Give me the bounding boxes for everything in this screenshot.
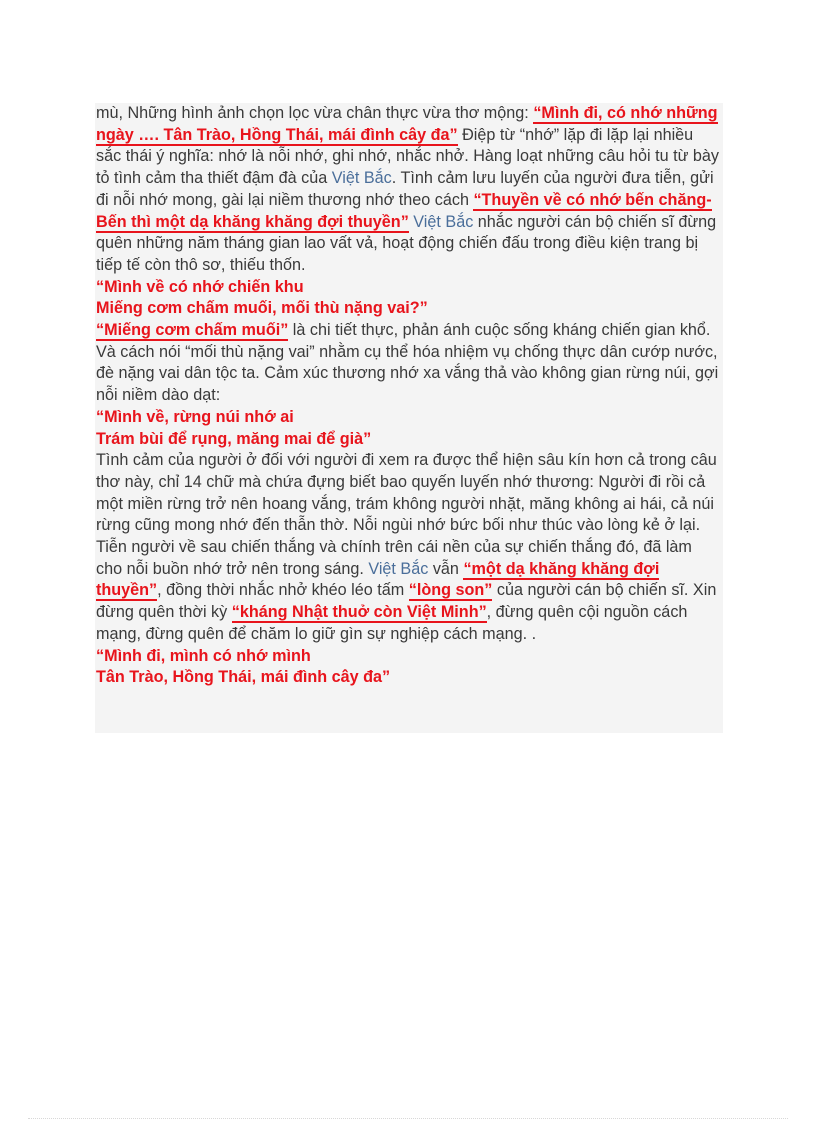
body-text: Điệp từ “nhớ” lặp đi lặp lại nhiều sắc thái ý nghĩa: nhớ là nỗi nhớ, ghi nhớ, nhắc nhở. Hàng loạt những câu hỏi tu từ bày tỏ tình cảm tha thiết đậm đà của <box>96 125 719 188</box>
paragraph-4 <box>96 537 720 646</box>
body-text: mù, Những hình ảnh chọn lọc vừa chân thực vừa thơ mộng: <box>96 104 534 122</box>
page-bottom-divider <box>28 1118 788 1119</box>
quote-highlight: “lòng son” <box>408 581 493 600</box>
verse-line: “Mình về, rừng núi nhớ ai <box>96 407 294 426</box>
quote-highlight: “Mình đi, có nhớ những ngày …. Tân Trào, Hồng Thái, mái đình cây đa” <box>96 104 718 144</box>
body-text: nhắc người cán bộ chiến sĩ đừng quên những năm tháng gian lao vất vả, hoạt động chiến đấu trong điều kiện trang bị tiếp tế còn thô sơ, thiếu thốn. <box>96 212 717 274</box>
body-text: , đồng thời nhắc nhở khéo léo tấm <box>157 581 409 600</box>
quote-highlight: “một dạ khăng khăng đợi thuyền” <box>96 559 660 600</box>
verse-line: “Mình đi, mình có nhớ mình <box>96 646 311 665</box>
body-text: Tiễn người về sau chiến thắng và chính trên cái nền của sự chiến thắng đó, đã làm cho nỗi buồn nhớ trở nên trong sáng. <box>96 538 692 578</box>
viet-bac-link[interactable]: Việt Bắc <box>413 212 474 231</box>
body-text: . Tình cảm lưu luyến của người đưa tiễn, gửi đi nỗi nhớ mong, gài lại niềm thương nhớ theo cách <box>96 169 714 209</box>
verse-line: Tân Trào, Hồng Thái, mái đình cây đa” <box>96 668 391 687</box>
quote-highlight: “Thuyền về có nhớ bến chăng- Bến thì một dạ khăng khăng đợi thuyền” <box>96 190 712 231</box>
viet-bac-link[interactable]: Việt Bắc <box>368 559 429 578</box>
body-text: của người cán bộ chiến sĩ. Xin đừng quên thời kỳ <box>96 581 717 622</box>
quote-highlight: “Miếng cơm chấm muối” <box>96 321 289 340</box>
verse-line: “Mình về có nhớ chiến khu <box>96 277 304 296</box>
verse-line: Miếng cơm chấm muối, mối thù nặng vai?” <box>96 299 428 318</box>
verse-line: Trám bùi để rụng, măng mai để già” <box>96 429 372 448</box>
body-text: , đừng quên cội nguồn cách mạng, đừng quên để chăm lo giữ gìn sự nghiệp cách mạng. . <box>96 603 688 643</box>
body-text: là chi tiết thực, phản ánh cuộc sống kháng chiến gian khổ. Và cách nói “mối thù nặng vai” nhằm cụ thể hóa nhiệm vụ chống thực dân cướp nước, đè nặng vai dân tộc ta. Cảm xúc thương nhớ xa vắng thả vào không gian rừng núi, gợi nỗi niềm dào dạt: <box>96 321 719 405</box>
quote-highlight: “kháng Nhật thuở còn Việt Minh” <box>231 603 487 622</box>
paragraph-1 <box>96 103 720 277</box>
viet-bac-link[interactable]: Việt Bắc <box>331 169 392 188</box>
document-body <box>96 103 720 689</box>
paragraph-3: Tình cảm của người ở đối với người đi xem ra được thể hiện sâu kín hơn cả trong câu thơ này, chỉ 14 chữ mà chứa đựng biết bao quyến luyến nhớ thương: Người đi rồi cả một miền rừng trở nên hoang vắng, trám không người nhặt, măng không ai hái, cả núi rừng cũng mong nhớ đến thẫn thờ. Nỗi ngùi nhớ bức bối như thúc vào lòng kẻ ở lại. <box>96 451 717 535</box>
body-text: vẫn <box>428 559 464 578</box>
paragraph-2 <box>96 320 720 407</box>
